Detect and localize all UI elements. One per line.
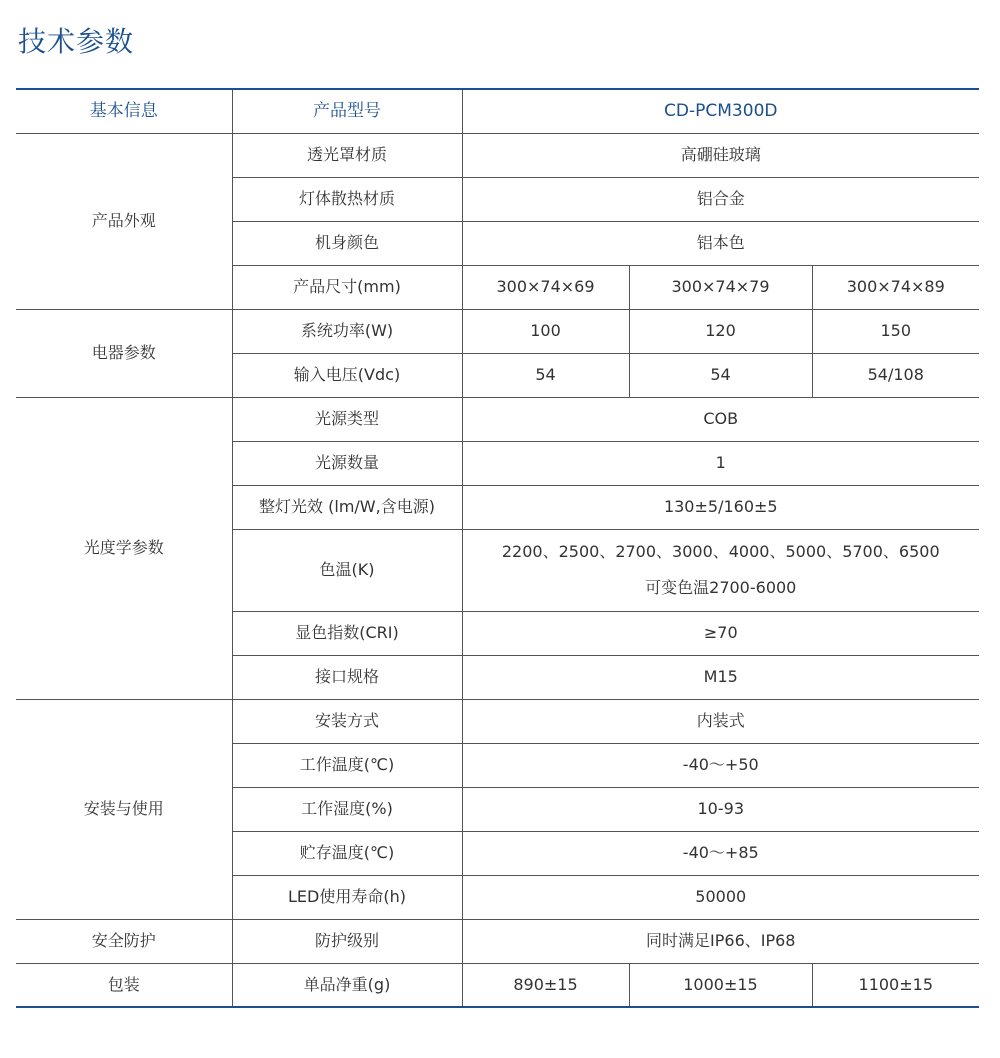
- row-label-protection: 防护级别: [232, 919, 462, 963]
- group-installation: 安装与使用: [16, 699, 232, 919]
- table-row: [16, 309, 979, 353]
- group-appearance: 产品外观: [16, 133, 232, 309]
- row-value-efficacy: 130±5/160±5: [462, 485, 979, 529]
- row-value-net-weight-2: 1000±15: [629, 963, 812, 1007]
- row-label-body-color: 机身颜色: [232, 221, 462, 265]
- cct-variable: 可变色温2700-6000: [645, 578, 797, 597]
- row-value-work-humidity: 10-93: [462, 787, 979, 831]
- row-label-light-source-type: 光源类型: [232, 397, 462, 441]
- row-value-net-weight-1: 890±15: [462, 963, 629, 1007]
- row-value-cct: [462, 529, 979, 611]
- row-value-cri: ≥70: [462, 611, 979, 655]
- row-value-size-2: 300×74×79: [629, 265, 812, 309]
- row-label-cct: 色温(K): [232, 529, 462, 611]
- group-packaging: 包装: [16, 963, 232, 1007]
- row-value-size-3: 300×74×89: [812, 265, 979, 309]
- row-value-power-2: 120: [629, 309, 812, 353]
- row-label-cri: 显色指数(CRI): [232, 611, 462, 655]
- table-header-row: [16, 89, 979, 133]
- row-value-power-1: 100: [462, 309, 629, 353]
- row-label-cover-material: 透光罩材质: [232, 133, 462, 177]
- row-value-light-source-qty: 1: [462, 441, 979, 485]
- row-value-led-life: 50000: [462, 875, 979, 919]
- row-label-body-material: 灯体散热材质: [232, 177, 462, 221]
- row-value-voltage-1: 54: [462, 353, 629, 397]
- row-value-voltage-2: 54: [629, 353, 812, 397]
- row-value-interface: M15: [462, 655, 979, 699]
- row-label-storage-temp: 贮存温度(℃): [232, 831, 462, 875]
- row-value-power-3: 150: [812, 309, 979, 353]
- row-label-work-temp: 工作温度(℃): [232, 743, 462, 787]
- header-basic-info: 基本信息: [16, 89, 232, 133]
- row-value-storage-temp: -40～+85: [462, 831, 979, 875]
- row-label-interface: 接口规格: [232, 655, 462, 699]
- table-row: [16, 963, 979, 1007]
- row-label-light-source-qty: 光源数量: [232, 441, 462, 485]
- page-title: 技术参数: [18, 25, 135, 58]
- row-value-install-method: 内装式: [462, 699, 979, 743]
- row-value-body-material: 铝合金: [462, 177, 979, 221]
- row-label-install-method: 安装方式: [232, 699, 462, 743]
- row-value-protection: 同时满足IP66、IP68: [462, 919, 979, 963]
- row-value-body-color: 铝本色: [462, 221, 979, 265]
- header-model-value: CD-PCM300D: [462, 89, 979, 133]
- row-label-size: 产品尺寸(mm): [232, 265, 462, 309]
- table-row: [16, 919, 979, 963]
- row-label-power: 系统功率(W): [232, 309, 462, 353]
- cct-values: 2200、2500、2700、3000、4000、5000、5700、6500: [501, 542, 940, 561]
- row-value-voltage-3: 54/108: [812, 353, 979, 397]
- row-value-net-weight-3: 1100±15: [812, 963, 979, 1007]
- row-label-voltage: 输入电压(Vdc): [232, 353, 462, 397]
- row-value-cover-material: 高硼硅玻璃: [462, 133, 979, 177]
- group-safety: 安全防护: [16, 919, 232, 963]
- header-model: 产品型号: [232, 89, 462, 133]
- row-value-size-1: 300×74×69: [462, 265, 629, 309]
- row-value-light-source-type: COB: [462, 397, 979, 441]
- table-row: [16, 397, 979, 441]
- group-optical: 光度学参数: [16, 397, 232, 699]
- row-label-net-weight: 单品净重(g): [232, 963, 462, 1007]
- table-row: [16, 699, 979, 743]
- table-row: [16, 133, 979, 177]
- row-label-led-life: LED使用寿命(h): [232, 875, 462, 919]
- spec-table: [16, 88, 979, 1008]
- row-label-work-humidity: 工作湿度(%): [232, 787, 462, 831]
- group-electrical: 电器参数: [16, 309, 232, 397]
- row-label-efficacy: 整灯光效 (lm/W,含电源): [232, 485, 462, 529]
- row-value-work-temp: -40～+50: [462, 743, 979, 787]
